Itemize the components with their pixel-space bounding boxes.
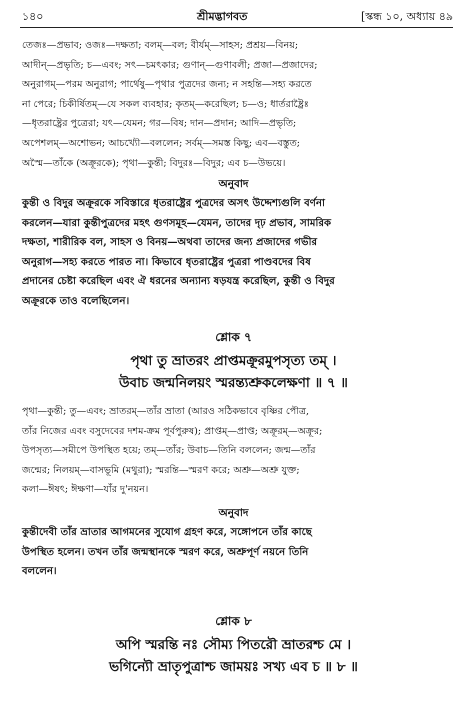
header-rule (20, 27, 453, 28)
canto-chapter-label: [স্কন্ধ ১০, অধ্যায় ৪৯ (360, 10, 453, 23)
translation-line: উপস্থিত হলেন। তখন তাঁর জন্মস্থানকে স্মরণ করে, অশ্রুপূর্ণ নয়নে তিনি (22, 545, 309, 558)
synonyms-block-2 (22, 402, 451, 500)
verse-line: পৃথা তু ভ্রাতরং প্রাপ্তমক্রূরমুপসৃত্য তম্ । (130, 353, 337, 369)
verse-line: ভগিন্যৌ ভ্রাতৃপুত্রাশ্চ জাময়ঃ সখ্য এব চ ॥ ৮ ॥ (109, 659, 358, 675)
translation-heading-2: অনুবাদ (218, 507, 249, 519)
translation-line: অক্রূরকে তাও বলেছিলেন। (22, 294, 130, 307)
synonyms-line: আদীন্—প্রভৃতি; চ—এবং; সৎ—চমৎকার; গুণান্—গুণাবলী; প্রজা—প্রজাদের; (22, 59, 318, 71)
synonyms-line: কলা—ঈষৎ; ঈক্ষণা—যাঁর দু'নয়ন। (22, 484, 149, 496)
verse-line: অপি স্মরন্তি নঃ সৌম্য পিতরৌ ভ্রাতরশ্চ মে । (115, 637, 352, 653)
synonyms-line: অপেশলম্—অশোভন; আচখ্যৌ—বললেন; সর্বম্—সমস্ত কিছু; এব—বস্তুত; (22, 137, 301, 149)
translation-block-2 (22, 523, 451, 582)
translation-line: করলেন—যারা কুন্তীপুত্রদের মহৎ গুণসমূহ—যেমন, তাদের দৃঢ় প্রভাব, সামরিক (22, 216, 332, 229)
synonyms-line: —ধৃতরাষ্ট্রের পুত্রেরা; যৎ—যেমন; গর—বিষ; দান—প্রদান; আদি—প্রভৃতি; (22, 118, 297, 130)
translation-block-1 (22, 194, 451, 312)
translation-line: কুন্তী ও বিদুর অক্রূরকে সবিস্তারে ধৃতরাষ্ট্রের পুত্রদের অসৎ উদ্দেশ্যগুলি বর্ণনা (22, 197, 325, 209)
synonyms-line: না পেরে; চিকীর্ষিতম্—যে সকল ব্যবহার; কৃতম্—করেছিল; চ—ও; ধার্তরাষ্ট্রৈঃ (22, 98, 309, 110)
verse-7-text (0, 350, 467, 394)
verse-7-heading: শ্লোক ৭ (215, 330, 252, 344)
translation-heading-1: অনুবাদ (218, 178, 249, 190)
synonyms-line: উপসৃত্য—সমীপে উপস্থিত হয়ে; তম্—তাঁর; উবাচ—তিনি বললেন; জন্ম—তাঁর (22, 445, 316, 457)
translation-line: অনুরাগ—সহ্য করতে পারত না। কিভাবে ধৃতরাষ্ট্রের পুত্ররা পাণ্ডবদের বিষ (22, 255, 311, 268)
translation-line: কুন্তীদেবী তাঁর ভ্রাতার আগমনের সুযোগ গ্রহণ করে, সঙ্গোপনে তাঁর কাছে (22, 526, 312, 538)
synonyms-line: তাঁর নিজের এবং বসুদেবের দশম-ক্রম পূর্বপুরুষ); প্রাপ্তম্—প্রাপ্ত; অক্রূরম্—অক্রূর; (22, 425, 323, 437)
verse-line: উবাচ জন্মনিলয়ং স্মরন্ত্যশ্রুকলেক্ষণা ॥ ৭ ॥ (119, 375, 348, 391)
translation-line: প্রদানের চেষ্টা করেছিল এবং ঐ ধরনের অন্যান্য ষড়যন্ত্র করেছিল, কুন্তী ও বিদুর (22, 275, 335, 288)
synonyms-line: অনুরাগম্—পরম অনুরাগ; পার্থেষু—পৃথার পুত্রদের জন্য; ন সহন্তি—সহ্য করতে (22, 79, 312, 91)
synonyms-block-1 (22, 36, 451, 173)
synonyms-line: পৃথা—কুন্তী; তু—এবং; ভ্রাতরম্—তাঁর ভ্রাতা (আরও সঠিকভাবে বৃষ্ণির পৌত্র, (22, 406, 310, 417)
synonyms-line: জন্মের; নিলয়ম্—বাসভূমি (মথুরা); স্মরন্তি—স্মরণ করে; অশ্রু—অশ্রু যুক্ত; (22, 464, 300, 476)
translation-line: বললেন। (22, 565, 57, 578)
verse-8-heading: শ্লোক ৮ (215, 614, 252, 628)
synonyms-line: তেজঃ—প্রভাব; ওজঃ—দক্ষতা; বলম্—বল; বীর্যম্—সাহস; প্রশ্রয়—বিনয়; (22, 40, 299, 51)
book-title: শ্রীমদ্ভাগবত (197, 10, 248, 23)
page-number: ১৪০ (22, 10, 44, 23)
synonyms-line: অস্মৈ—তাঁকে (অক্রূরকে); পৃথা—কুন্তী; বিদুরঃ—বিদুর; এব চ—উভয়ে। (22, 157, 286, 169)
running-header (22, 8, 453, 26)
verse-8-text (0, 634, 467, 678)
translation-line: দক্ষতা, শারীরিক বল, সাহস ও বিনয়—অথবা তাদের জন্য প্রজাদের গভীর (22, 236, 318, 249)
